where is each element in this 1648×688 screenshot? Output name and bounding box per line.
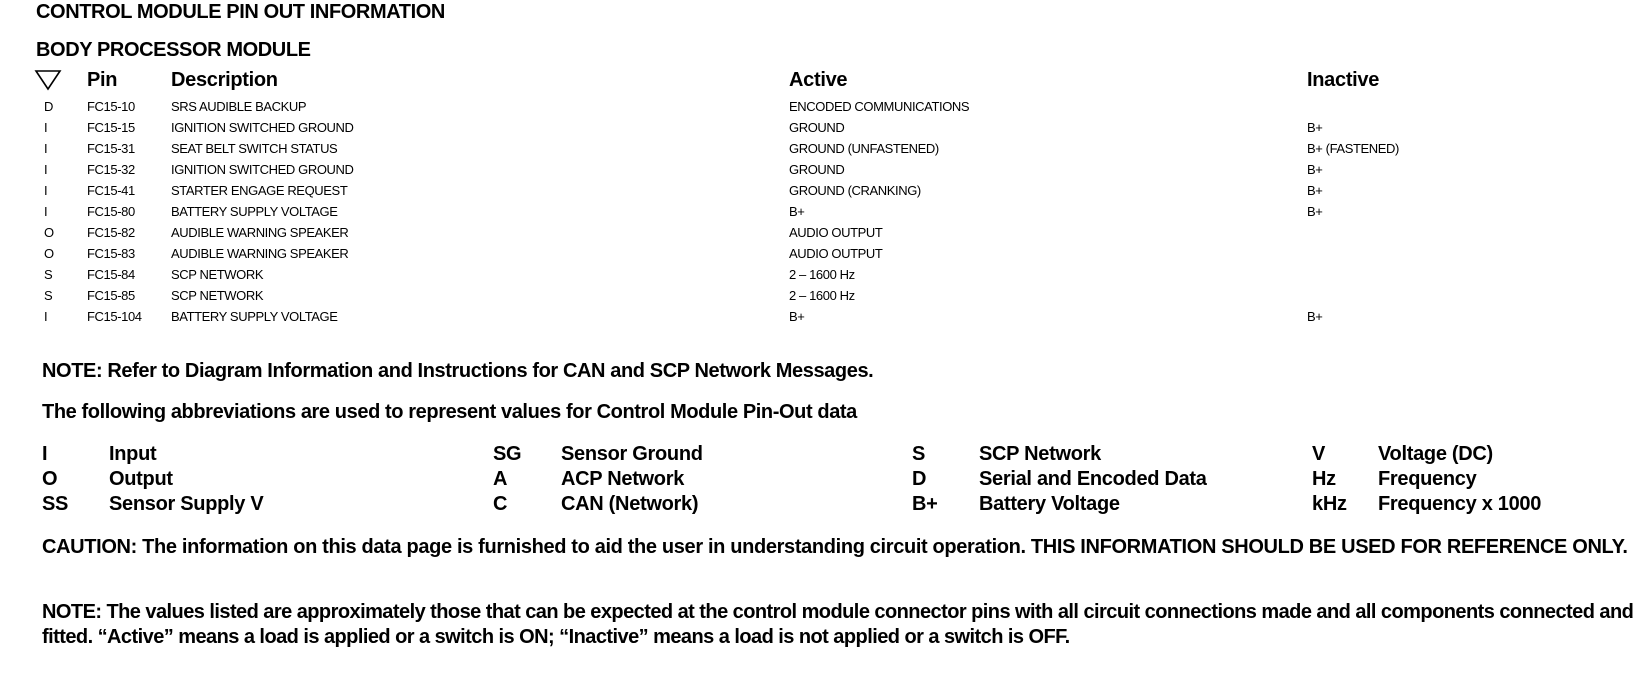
down-triangle-icon — [34, 69, 62, 91]
abbreviation-code: I — [42, 443, 48, 465]
abbreviation-code: kHz — [1312, 493, 1347, 515]
document-title: CONTROL MODULE PIN OUT INFORMATION — [36, 1, 445, 23]
header-pin: Pin — [87, 69, 118, 91]
table-row — [0, 141, 1648, 162]
pin-active: ENCODED COMMUNICATIONS — [789, 99, 970, 114]
pin-active: B+ — [789, 309, 805, 324]
pin-id: FC15-83 — [87, 246, 135, 261]
table-row — [0, 267, 1648, 288]
pin-inactive: B+ — [1307, 183, 1323, 198]
pin-type: D — [44, 99, 53, 114]
pin-active: 2 – 1600 Hz — [789, 267, 855, 282]
header-inactive: Inactive — [1307, 69, 1380, 91]
pin-type: O — [44, 225, 54, 240]
abbreviation-meaning: CAN (Network) — [561, 493, 699, 515]
abbreviation-meaning: Input — [109, 443, 157, 465]
abbreviation-meaning: Serial and Encoded Data — [979, 468, 1207, 490]
pin-description: IGNITION SWITCHED GROUND — [171, 120, 354, 135]
pin-id: FC15-32 — [87, 162, 135, 177]
pin-type: S — [44, 267, 53, 282]
pin-description: IGNITION SWITCHED GROUND — [171, 162, 354, 177]
abbreviation-meaning: Frequency x 1000 — [1378, 493, 1542, 515]
abbreviation-code: V — [1312, 443, 1326, 465]
pin-inactive: B+ (FASTENED) — [1307, 141, 1399, 156]
pin-type: I — [44, 183, 48, 198]
pin-type: S — [44, 288, 53, 303]
table-row — [0, 225, 1648, 246]
pin-inactive: B+ — [1307, 162, 1323, 177]
pin-active: GROUND (CRANKING) — [789, 183, 921, 198]
header-description: Description — [171, 69, 278, 91]
pin-type: O — [44, 246, 54, 261]
pin-description: BATTERY SUPPLY VOLTAGE — [171, 204, 338, 219]
table-row — [0, 99, 1648, 120]
table-row — [0, 162, 1648, 183]
pin-description: SCP NETWORK — [171, 288, 264, 303]
pin-inactive: B+ — [1307, 309, 1323, 324]
table-row — [0, 288, 1648, 309]
pin-inactive: B+ — [1307, 120, 1323, 135]
pin-type: I — [44, 162, 48, 177]
pin-type: I — [44, 120, 48, 135]
abbreviation-meaning: Voltage (DC) — [1378, 443, 1493, 465]
header-active: Active — [789, 69, 848, 91]
pin-id: FC15-104 — [87, 309, 142, 324]
abbreviation-meaning: Output — [109, 468, 173, 490]
pin-description: STARTER ENGAGE REQUEST — [171, 183, 348, 198]
abbreviations-intro: The following abbreviations are used to represent values for Control Module Pin-Out data — [42, 401, 857, 423]
pin-id: FC15-31 — [87, 141, 135, 156]
table-row — [0, 309, 1648, 330]
abbreviation-meaning: SCP Network — [979, 443, 1101, 465]
pin-description: SCP NETWORK — [171, 267, 264, 282]
pin-active: 2 – 1600 Hz — [789, 288, 855, 303]
pin-description: BATTERY SUPPLY VOLTAGE — [171, 309, 338, 324]
abbreviation-code: C — [493, 493, 508, 515]
pin-description: SRS AUDIBLE BACKUP — [171, 99, 307, 114]
table-row — [0, 183, 1648, 204]
values-note: NOTE: The values listed are approximately those that can be expected at the control module connector pins with all circuit connections made and all components connected and fitted. “Active” means a load is applied or a switch is ON; “Inactive” means a load is not applied or a switch is OFF. — [42, 601, 1634, 648]
table-row — [0, 204, 1648, 225]
pin-id: FC15-85 — [87, 288, 135, 303]
abbreviation-meaning: ACP Network — [561, 468, 685, 490]
pin-inactive: B+ — [1307, 204, 1323, 219]
pin-description: SEAT BELT SWITCH STATUS — [171, 141, 338, 156]
abbreviation-code: SG — [493, 443, 522, 465]
abbreviation-code: Hz — [1312, 468, 1336, 490]
pin-description: AUDIBLE WARNING SPEAKER — [171, 225, 349, 240]
abbreviation-code: A — [493, 468, 508, 490]
abbreviation-code: B+ — [912, 493, 938, 515]
pin-active: GROUND — [789, 120, 845, 135]
abbreviation-code: S — [912, 443, 926, 465]
pin-active: AUDIO OUTPUT — [789, 246, 883, 261]
pin-id: FC15-41 — [87, 183, 135, 198]
pin-id: FC15-80 — [87, 204, 135, 219]
pin-active: AUDIO OUTPUT — [789, 225, 883, 240]
caution-note: CAUTION: The information on this data page is furnished to aid the user in understanding circuit operation. THIS INFORMATION SHOULD BE USED FOR REFERENCE ONLY. — [42, 536, 1628, 558]
abbreviation-meaning: Sensor Supply V — [109, 493, 264, 515]
abbreviation-meaning: Frequency — [1378, 468, 1477, 490]
abbreviation-code: O — [42, 468, 58, 490]
pin-type: I — [44, 141, 48, 156]
pin-active: B+ — [789, 204, 805, 219]
table-row — [0, 120, 1648, 141]
pin-id: FC15-82 — [87, 225, 135, 240]
abbreviation-meaning: Battery Voltage — [979, 493, 1120, 515]
network-note: NOTE: Refer to Diagram Information and Instructions for CAN and SCP Network Messages. — [42, 360, 874, 382]
abbreviation-meaning: Sensor Ground — [561, 443, 703, 465]
table-row — [0, 246, 1648, 267]
pin-table — [0, 99, 1648, 330]
abbreviation-code: D — [912, 468, 927, 490]
module-name: BODY PROCESSOR MODULE — [36, 39, 311, 61]
pin-id: FC15-15 — [87, 120, 135, 135]
pin-id: FC15-84 — [87, 267, 135, 282]
abbreviation-code: SS — [42, 493, 69, 515]
pin-active: GROUND (UNFASTENED) — [789, 141, 939, 156]
pin-description: AUDIBLE WARNING SPEAKER — [171, 246, 349, 261]
pin-id: FC15-10 — [87, 99, 135, 114]
pin-type: I — [44, 204, 48, 219]
pin-type: I — [44, 309, 48, 324]
pin-active: GROUND — [789, 162, 845, 177]
